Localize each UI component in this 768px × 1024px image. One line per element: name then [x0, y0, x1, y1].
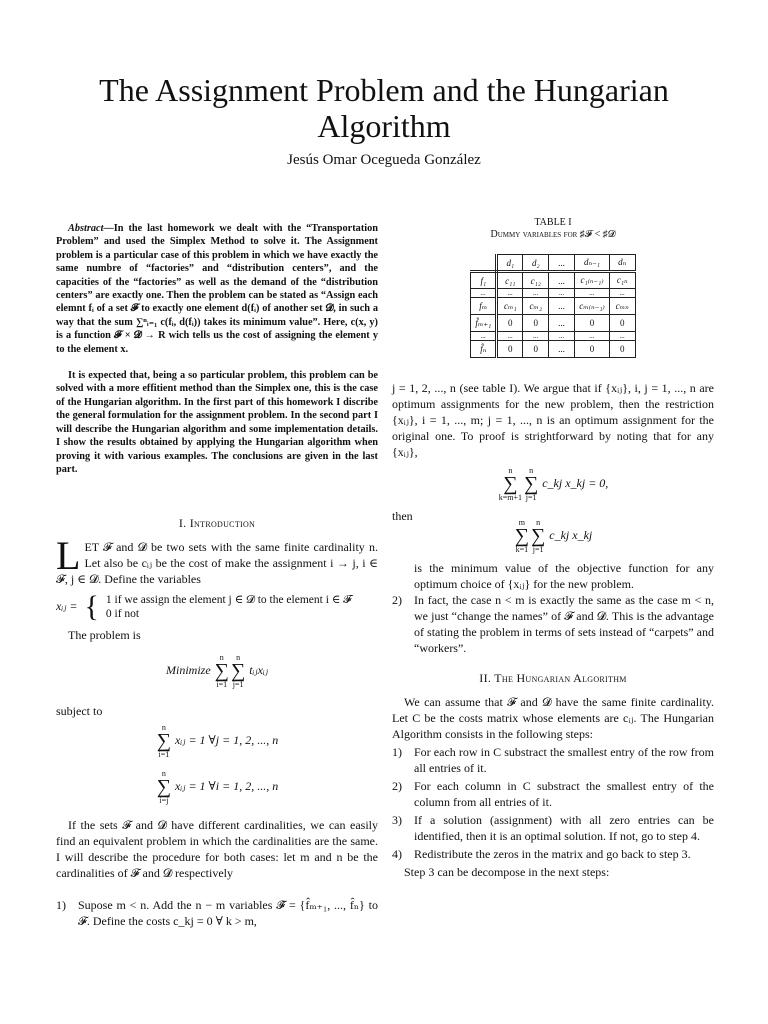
case-2: 0 if not	[105, 608, 140, 621]
table-cell: cₘ₍ₙ₋₁₎	[575, 298, 609, 315]
then-text: then	[392, 509, 413, 523]
table-corner	[471, 255, 497, 272]
table-cell: c₁₁	[497, 272, 523, 289]
table-cell: ...	[549, 289, 575, 298]
abstract-paragraph-1	[56, 222, 378, 356]
table-cell: 0	[497, 341, 523, 358]
table-cell: ...	[609, 289, 635, 298]
table-cell: 0	[609, 341, 635, 358]
step3-decompose: Step 3 can be decompose in the next steps:	[404, 865, 610, 879]
table-cell: cₘₙ	[609, 298, 635, 315]
title-line-2: Algorithm	[317, 108, 451, 144]
sum-i: n ∑ i=1	[214, 653, 229, 690]
table-cell: ...	[549, 341, 575, 358]
minimize-term: tᵢⱼxᵢⱼ	[249, 663, 268, 678]
cases-list	[56, 897, 378, 929]
case-1: 1 if we assign the element j ∈ 𝓓 to the element i ∈ 𝓕	[105, 594, 352, 607]
right-column	[392, 216, 714, 880]
table-cell: cₘ₁	[497, 298, 523, 315]
abstract-text-1: —In the last homework we dealt with the “Transportation Problem” and used the Simplex Method to solve it. The Assignment problem is a particular case of this problem in which we have exactly the same numbre of “factories” and “distribution centers”, and the capacities of the “factories” as well as the demand of the “distribution centers” are exactly one. Then the problem can be stated as “Assign each elemnt fᵢ of a set 𝓕 to exactly one element d(fᵢ) of another set 𝓓, in such a way that the sum ∑ⁿᵢ₌₁ c(fᵢ, d(fᵢ)) takes its minimum value”. Here, c(x, y) is a function 𝓕 × 𝓓 → R wich tells us the cost of assigning the element y to the element x.	[56, 223, 378, 355]
table-row	[471, 289, 635, 298]
problem-is-text: The problem is	[68, 628, 141, 643]
table-row	[471, 272, 635, 289]
algorithm-step: 3) If a solution (assignment) with all zero entries can be identified, then it is an optimal solution. If not, go to step 4.	[392, 813, 714, 843]
list-item: 2) In fact, the case n < m is exactly the same as the case m < n, we just “change the names” of 𝓕 and 𝓓. This is the advantage of stating the problem in terms of sets instead of “carpets” and “workers”.	[392, 593, 714, 655]
section-heading-hungarian: II. The Hungarian Algorithm	[479, 671, 627, 685]
steps-list	[392, 744, 714, 862]
table-cell: c₁₍ₙ₋₁₎	[575, 272, 609, 289]
author: Jesús Omar Ocegueda González	[287, 152, 481, 168]
table-row-label: f̂ₙ	[471, 341, 497, 358]
objective-equation	[56, 653, 378, 689]
table-header-row	[471, 255, 635, 272]
table-header-cell: d₂	[523, 255, 549, 272]
sum-constraint-2: n ∑ i=j	[156, 769, 172, 806]
table-cell: c₁₂	[523, 272, 549, 289]
table-header-cell: d₁	[497, 255, 523, 272]
table-row	[471, 298, 635, 315]
table-cell: ...	[549, 272, 575, 289]
algorithm-step: 1) For each row in C substract the smallest entry of the row from all entries of it.	[392, 745, 714, 775]
section-heading-introduction: I. Introduction	[178, 516, 256, 531]
paper-title	[60, 72, 708, 144]
table-cell: ...	[523, 332, 549, 341]
abstract	[56, 222, 378, 476]
constraint-2: n ∑ i=j xᵢⱼ = 1 ∀i = 1, 2, ..., n	[156, 769, 279, 806]
table-cell: ...	[497, 332, 523, 341]
table-row	[471, 332, 635, 341]
table-cell: ...	[549, 315, 575, 332]
sum-constraint-1: n ∑ i=1	[156, 723, 172, 760]
table-subcaption: Dummy variables for ♯𝓕 < ♯𝓓	[490, 229, 616, 240]
minimize-word: Minimize	[166, 663, 211, 678]
table-cell: 0	[497, 315, 523, 332]
abstract-lead: Abstract	[68, 223, 104, 234]
table-cell: 0	[575, 315, 609, 332]
case-list-2	[392, 592, 714, 656]
table-header-cell: dₙ₋₁	[575, 255, 609, 272]
table-cell: 0	[609, 315, 635, 332]
constraint-1: n ∑ i=1 xᵢⱼ = 1 ∀j = 1, 2, ..., n	[156, 723, 279, 760]
table-row-label: fₘ	[471, 298, 497, 315]
brace-symbol: {	[84, 590, 99, 624]
table-cell: c₁ₙ	[609, 272, 635, 289]
objective-restricted: m ∑ k=1 n ∑ j=1 c_kj x_kj	[514, 518, 593, 554]
dummy-variables-table	[470, 254, 635, 358]
intro-paragraph-1	[56, 533, 378, 587]
table-row-label: ...	[471, 289, 497, 298]
table-row-label: f₁	[471, 272, 497, 289]
introduction-body	[56, 533, 378, 929]
table-cell: ...	[497, 289, 523, 298]
table-header-cell: dₙ	[609, 255, 635, 272]
table-cell: ...	[609, 332, 635, 341]
table-cell: ...	[575, 332, 609, 341]
table-row	[471, 341, 635, 358]
xij-definition	[56, 590, 378, 624]
intro-paragraph-2: If the sets 𝓕 and 𝓓 have different cardinalities, we can easily find an equivalent problem in which the cardinalities are the same. I will describe the procedure for both cases: let m and n be the cardinalities of 𝓕 and 𝓓 respectively	[56, 818, 378, 881]
zero-sum-equation: n ∑ k=m+1 n ∑ j=1 c_kj x_kj = 0,	[498, 466, 609, 502]
drop-cap: L	[56, 533, 81, 579]
table-cell: 0	[523, 341, 549, 358]
sum-j: n ∑ j=1	[230, 653, 246, 690]
abstract-paragraph-2: It is expected that, being a so particular problem, this problem can be solved with a more effitient method than the Simplex one, this is the case of the Hungarian algorithm. In the first part of this homework I discribe the general formulation for the assignment problem. In the second part I will describe the Hungarian algorithm and some implementation details. I show the results obtained by applying the Hungarian algorithm when proving it with various examples. The conclusions are given in the last part.	[56, 370, 378, 475]
table-cell: ...	[549, 332, 575, 341]
table-caption: TABLE I	[534, 217, 572, 228]
table-row-label: ...	[471, 332, 497, 341]
left-column	[56, 222, 378, 931]
table-cell: 0	[575, 341, 609, 358]
table-row	[471, 315, 635, 332]
intro-text-1: ET 𝓕 and 𝓓 be two sets with the same finite cardinality n. Let also be cᵢⱼ be the cost of make the assignment i → j, i ∈ 𝓕, j ∈ 𝓓. Define the variables	[56, 540, 378, 587]
list-item: 1) Supose m < n. Add the n − m variables 𝓕̂ = {f̂ₘ₊₁, ..., f̂ₙ} to 𝓕. Define the costs c_kj = 0 ∀ k > m,	[56, 898, 378, 929]
algorithm-step: 2) For each column in C substract the smallest entry of the column from all entries of it.	[392, 779, 714, 809]
subject-to-text: subject to	[56, 704, 103, 719]
xij-cases	[106, 593, 352, 621]
right-paragraph-1: j = 1, 2, ..., n (see table I). We argue that if {xᵢⱼ}, i, j = 1, ..., n are optimum assignments for the new problem, then the restriction {xᵢⱼ}, i = 1, ..., m; j = 1, ..., n is an optimum assignment for the original one. To proof is strightforward by noting that for any {xᵢⱼ},	[392, 381, 714, 459]
right-body	[392, 380, 714, 880]
table-row-label: f̂ₘ₊₁	[471, 315, 497, 332]
xij-lhs: xᵢⱼ =	[56, 599, 78, 614]
title-line-1: The Assignment Problem and the Hungarian	[99, 72, 669, 108]
table-header-cell: ...	[549, 255, 575, 272]
table-cell: ...	[549, 298, 575, 315]
table-cell: 0	[523, 315, 549, 332]
hungarian-intro: We can assume that 𝓕 and 𝓓 have the same finite cardinality. Let C be the costs matrix whose elements are cᵢⱼ. The Hungarian Algorithm consists in the following steps:	[392, 695, 714, 741]
algorithm-step: 4) Redistribute the zeros in the matrix and go back to step 3.	[392, 847, 691, 861]
table-cell: ...	[523, 289, 549, 298]
right-paragraph-2: is the minimum value of the objective function for any optimum choice of {xᵢⱼ} for the new problem.	[414, 561, 714, 591]
table-cell: ...	[575, 289, 609, 298]
table-cell: cₘ₂	[523, 298, 549, 315]
